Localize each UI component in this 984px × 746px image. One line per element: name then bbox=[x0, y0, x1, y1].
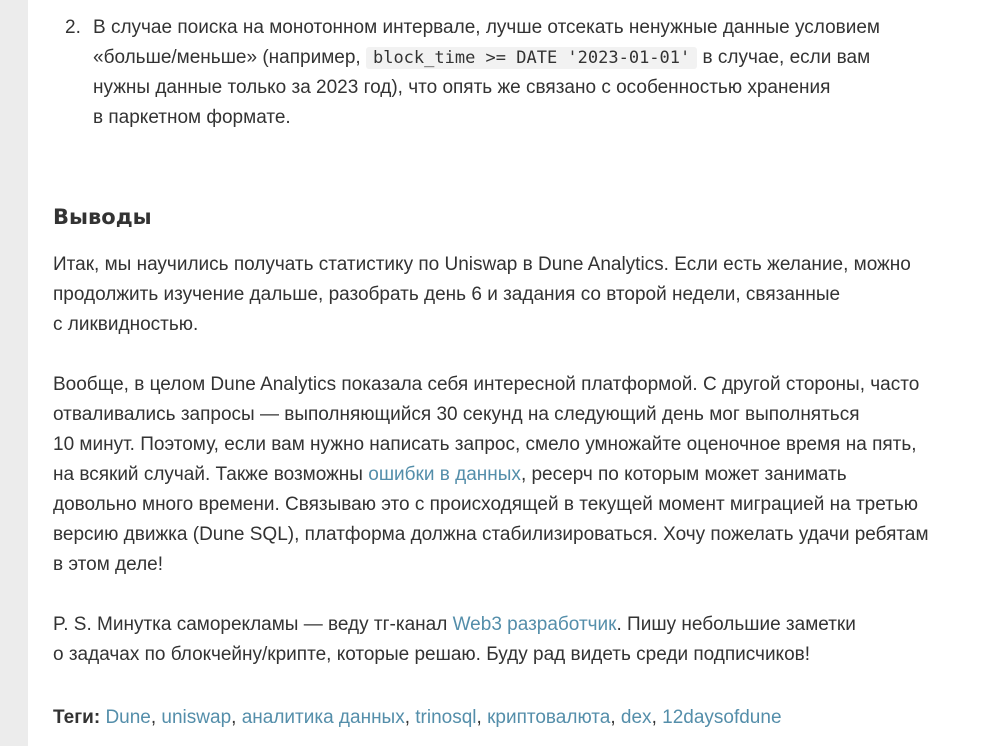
list-line-text: в случае, если вам bbox=[697, 47, 871, 68]
paragraph-line: довольно много времени. Связываю это с происходящей в текущей момент миграцией на третью bbox=[53, 494, 919, 515]
list-line: в паркетном формате. bbox=[93, 107, 291, 128]
paragraph-ps bbox=[53, 610, 856, 670]
tag-link[interactable]: 12daysofdune bbox=[662, 707, 782, 728]
paragraph-line: в этом деле! bbox=[53, 554, 164, 575]
paragraph-line: продолжить изучение дальше, разобрать день 6 и задания со второй недели, связанные bbox=[53, 284, 841, 305]
paragraph-opinion bbox=[53, 370, 929, 580]
paragraph-line-text: . Пишу небольшие заметки bbox=[616, 614, 856, 635]
list-line: нужны данные только за 2023 год), что опять же связано с особенностью хранения bbox=[93, 77, 831, 98]
list-number: 2. bbox=[65, 17, 81, 38]
paragraph-line bbox=[53, 460, 929, 490]
paragraph-line: версию движка (Dune SQL), платформа должна стабилизироваться. Хочу пожелать удачи ребятам bbox=[53, 524, 929, 545]
tag-link[interactable]: аналитика данных bbox=[241, 707, 405, 728]
section-heading: Выводы bbox=[53, 205, 152, 229]
data-errors-link[interactable]: ошибки в данных bbox=[368, 464, 521, 485]
tag-link[interactable]: dex bbox=[620, 707, 652, 728]
paragraph-line: 10 минут. Поэтому, если вам нужно написать запрос, смело умножайте оценочное время на пять, bbox=[53, 434, 917, 455]
paragraph-line: Итак, мы научились получать статистику по Uniswap в Dune Analytics. Если есть желание, можно bbox=[53, 254, 911, 275]
tag-link[interactable]: uniswap bbox=[161, 707, 232, 728]
paragraph-line bbox=[53, 610, 856, 640]
paragraph-line-text: , ресерч по которым может занимать bbox=[520, 464, 847, 485]
paragraph-line-text: P. S. Минутка саморекламы — веду тг-канал bbox=[53, 614, 453, 635]
paragraph-line: Вообще, в целом Dune Analytics показала себя интересной платформой. С другой стороны, часто bbox=[53, 374, 920, 395]
inline-code: block_time >= DATE '2023-01-01' bbox=[366, 47, 697, 69]
web3-channel-link[interactable]: Web3 разработчик bbox=[452, 614, 617, 635]
paragraph-summary bbox=[53, 250, 911, 340]
tags-label: Теги: bbox=[53, 707, 101, 728]
tag-link[interactable]: криптовалюта bbox=[487, 707, 611, 728]
list-line bbox=[93, 43, 880, 73]
tag-link[interactable]: trinosql bbox=[415, 707, 477, 728]
paragraph-line: с ликвидностью. bbox=[53, 314, 199, 335]
list-line: В случае поиска на монотонном интервале, лучше отсекать ненужные данные условием bbox=[93, 17, 880, 38]
tags-line: Теги: Dune, uniswap, аналитика данных, trinosql, криптовалюта, dex, 12daysofdune bbox=[53, 707, 782, 728]
article-body bbox=[28, 0, 984, 746]
list-line-text: «больше/меньше» (например, bbox=[93, 47, 366, 68]
paragraph-line-text: на всякий случай. Также возможны bbox=[53, 464, 369, 485]
paragraph-line: отваливались запросы — выполняющийся 30 секунд на следующий день мог выполняться bbox=[53, 404, 860, 425]
paragraph-line: о задачах по блокчейну/крипте, которые решаю. Буду рад видеть среди подписчиков! bbox=[53, 644, 811, 665]
tag-link[interactable]: Dune bbox=[105, 707, 151, 728]
